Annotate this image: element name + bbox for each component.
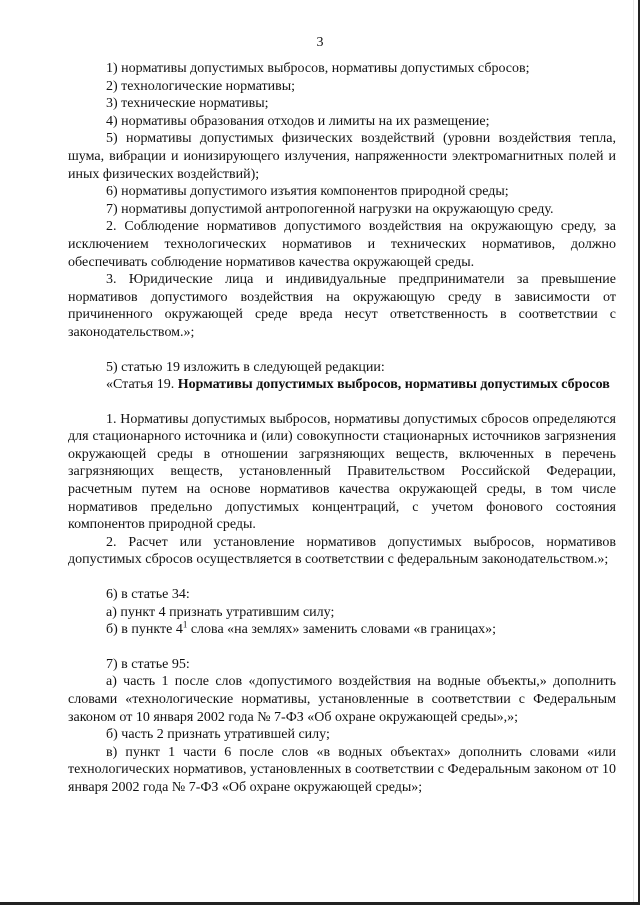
item-7-intro: 7) в статье 95: (106, 656, 190, 672)
scan-edge-shadow (633, 0, 634, 905)
item-6-b-superscript: 1 (182, 619, 188, 630)
list-item: 3) технические нормативы; (106, 96, 269, 112)
item-6-b-post: слова «на землях» заменить словами «в границах»; (187, 622, 497, 638)
item-6-a: а) пункт 4 признать утратившим силу; (106, 604, 335, 620)
spacer (68, 639, 616, 656)
item-7-b: б) часть 2 признать утратившей силу; (106, 727, 330, 743)
article-19-paragraph-2: 2. Расчет или установление нормативов допустимых выбросов, нормативов допустимых сбросов осуществляется в соответствии с федеральным законодательством.»; (68, 534, 616, 568)
list-item: 1) нормативы допустимых выбросов, нормативы допустимых сбросов; (106, 61, 530, 76)
list-item: 4) нормативы образования отходов и лимиты на их размещение; (106, 113, 490, 129)
item-7-c: в) пункт 1 части 6 после слов «в водных объектах» дополнить словами «или технологических нормативов, установленных в соответствии с Федеральным законом от 10 января 2002 года № 7-ФЗ «Об охране окружающей среды»; (68, 744, 616, 795)
list-item: 6) нормативы допустимого изъятия компонентов природной среды; (106, 184, 509, 200)
article-19-title: Нормативы допустимых выбросов, нормативы допустимых сбросов (177, 377, 610, 393)
list-item: 5) нормативы допустимых физических воздействий (уровни воздействия тепла, шума, вибрации и ионизирующего излучения, напряженности электромагнитных полей и иных физических воздействий); (68, 131, 616, 182)
paragraph-3: 3. Юридические лица и индивидуальные предприниматели за превышение нормативов допустимого воздействия на окружающую среду в зависимости от причиненного окружающей среде вреда несут ответственность в соответствии с законодательством.»; (68, 272, 616, 340)
list-item: 2) технологические нормативы; (106, 78, 296, 94)
item-6-b (68, 621, 616, 639)
page-number: 3 (316, 35, 324, 50)
item-5-intro: 5) статью 19 изложить в следующей редакции: (106, 359, 385, 375)
article-19-paragraph-1: 1. Нормативы допустимых выбросов, нормативы допустимых сбросов определяются для стационарного источника и (или) совокупности стационарных источников загрязнения окружающей среды в отношении загрязняющих веществ, включенных в перечень загрязняющих веществ, установленный Правительством Российской Федерации, расчетным путем на основе нормативов качества окружающей среды, в том числе нормативов предельно допустимых концентраций, с учетом фонового состояния компонентов природной среды. (68, 411, 616, 533)
article-19-heading (68, 376, 616, 394)
list-item: 7) нормативы допустимой антропогенной нагрузки на окружающую среду. (106, 201, 554, 217)
article-19-prefix: «Статья 19. (106, 377, 178, 393)
item-6-intro: 6) в статье 34: (106, 587, 190, 603)
item-7-a: а) часть 1 после слов «допустимого воздействия на водные объекты,» дополнить словами «технологические нормативы, установленные в соответствии с Федеральным законом от 10 января 2002 года № 7-ФЗ «Об охране окружающей среды»,»; (68, 674, 616, 725)
item-6-b-pre: б) в пункте 4 (106, 622, 183, 638)
spacer (68, 394, 616, 411)
paragraph-2: 2. Соблюдение нормативов допустимого воздействия на окружающую среду, за исключением технологических нормативов и технических нормативов, должно обеспечивать соблюдение нормативов качества окружающей среды. (68, 219, 616, 270)
spacer (68, 569, 616, 586)
document-body (68, 60, 616, 797)
spacer (68, 342, 616, 359)
